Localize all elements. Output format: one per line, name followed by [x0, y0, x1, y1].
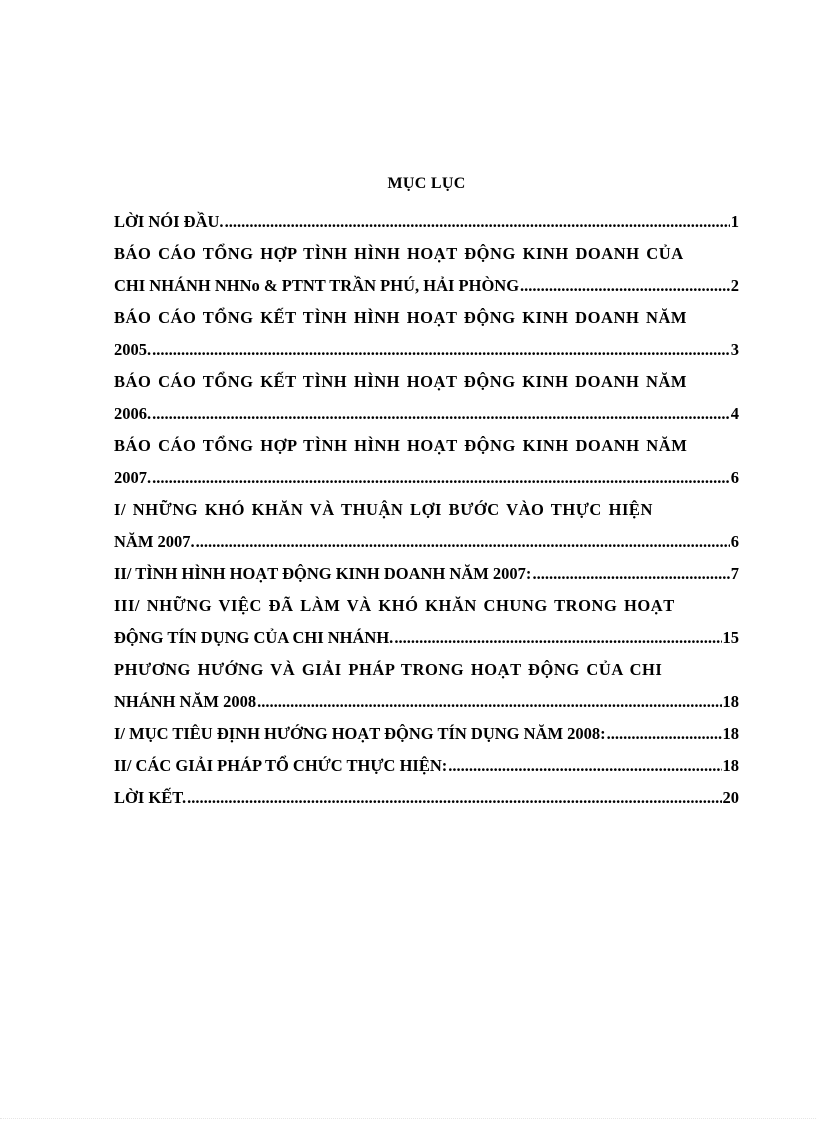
toc-entry-title: 2007. — [114, 468, 152, 487]
toc-entry[interactable] — [114, 398, 739, 430]
toc-dot-leader — [152, 462, 730, 494]
toc-entry-title: NHÁNH NĂM 2008 — [114, 692, 257, 711]
toc-page-number: 3 — [730, 340, 739, 359]
toc-dot-leader — [187, 782, 721, 814]
toc-entry-line[interactable]: BÁO CÁO TỔNG KẾT TÌNH HÌNH HOẠT ĐỘNG KINH DOANH NĂM — [114, 372, 688, 391]
toc-page-number: 18 — [722, 724, 739, 743]
toc-entry-title: NĂM 2007. — [114, 532, 195, 551]
toc-entry-title: II/ TÌNH HÌNH HOẠT ĐỘNG KINH DOANH NĂM 2007: — [114, 564, 532, 583]
toc-page-number: 18 — [722, 756, 739, 775]
toc-entry-line[interactable]: I/ NHỮNG KHÓ KHĂN VÀ THUẬN LỢI BƯỚC VÀO THỰC HIỆN — [114, 500, 653, 519]
toc-page-number: 15 — [722, 628, 739, 647]
toc-entry-line[interactable]: BÁO CÁO TỔNG HỢP TÌNH HÌNH HOẠT ĐỘNG KINH DOANH NĂM — [114, 436, 688, 455]
toc-dot-leader — [394, 622, 721, 654]
toc-dot-leader — [152, 398, 730, 430]
toc-entry[interactable] — [114, 270, 739, 302]
toc-entry-title: II/ CÁC GIẢI PHÁP TỔ CHỨC THỰC HIỆN: — [114, 756, 448, 775]
toc-dot-leader — [152, 334, 730, 366]
toc-entry-line[interactable]: PHƯƠNG HƯỚNG VÀ GIẢI PHÁP TRONG HOẠT ĐỘNG CỦA CHI — [114, 660, 663, 679]
toc-entry[interactable] — [114, 622, 739, 654]
toc-entry[interactable] — [114, 782, 739, 814]
toc-entry[interactable] — [114, 334, 739, 366]
toc-page-number: 20 — [722, 788, 739, 807]
toc-page-number: 4 — [730, 404, 739, 423]
toc-entry-title: ĐỘNG TÍN DỤNG CỦA CHI NHÁNH. — [114, 628, 394, 647]
toc-title: MỤC LỤC — [387, 175, 466, 192]
toc-entry[interactable] — [114, 750, 739, 782]
toc-page-number: 1 — [730, 212, 739, 231]
toc-dot-leader — [257, 686, 721, 718]
toc-entry-line[interactable]: BÁO CÁO TỔNG KẾT TÌNH HÌNH HOẠT ĐỘNG KINH DOANH NĂM — [114, 308, 688, 327]
toc-entry[interactable] — [114, 718, 739, 750]
toc-entry[interactable] — [114, 686, 739, 718]
toc-entry-title: CHI NHÁNH NHNo & PTNT TRẦN PHÚ, HẢI PHÒNG — [114, 276, 520, 295]
toc-entry-line[interactable]: BÁO CÁO TỔNG HỢP TÌNH HÌNH HOẠT ĐỘNG KINH DOANH CỦA — [114, 244, 684, 263]
page-footer-divider — [0, 1118, 816, 1120]
toc-entry-title: 2005. — [114, 340, 152, 359]
table-of-contents — [114, 174, 739, 814]
toc-dot-leader — [196, 526, 730, 558]
toc-entry[interactable] — [114, 206, 739, 238]
toc-entries — [114, 206, 739, 814]
toc-dot-leader — [225, 206, 730, 238]
toc-entry-line[interactable]: III/ NHỮNG VIỆC ĐÃ LÀM VÀ KHÓ KHĂN CHUNG TRONG HOẠT — [114, 596, 675, 615]
toc-entry-title: I/ MỤC TIÊU ĐỊNH HƯỚNG HOẠT ĐỘNG TÍN DỤNG NĂM 2008: — [114, 724, 606, 743]
toc-dot-leader — [532, 558, 729, 590]
toc-dot-leader — [448, 750, 721, 782]
toc-page-number: 6 — [730, 532, 739, 551]
toc-entry[interactable] — [114, 526, 739, 558]
toc-page-number: 2 — [730, 276, 739, 295]
toc-entry-title: LỜI KẾT. — [114, 788, 187, 807]
toc-dot-leader — [520, 270, 730, 302]
toc-entry-title: LỜI NÓI ĐẦU. — [114, 212, 224, 231]
toc-entry[interactable] — [114, 558, 739, 590]
toc-entry-title: 2006. — [114, 404, 152, 423]
toc-page-number: 7 — [730, 564, 739, 583]
toc-dot-leader — [607, 718, 722, 750]
toc-page-number: 18 — [722, 692, 739, 711]
toc-page-number: 6 — [730, 468, 739, 487]
toc-entry[interactable] — [114, 462, 739, 494]
